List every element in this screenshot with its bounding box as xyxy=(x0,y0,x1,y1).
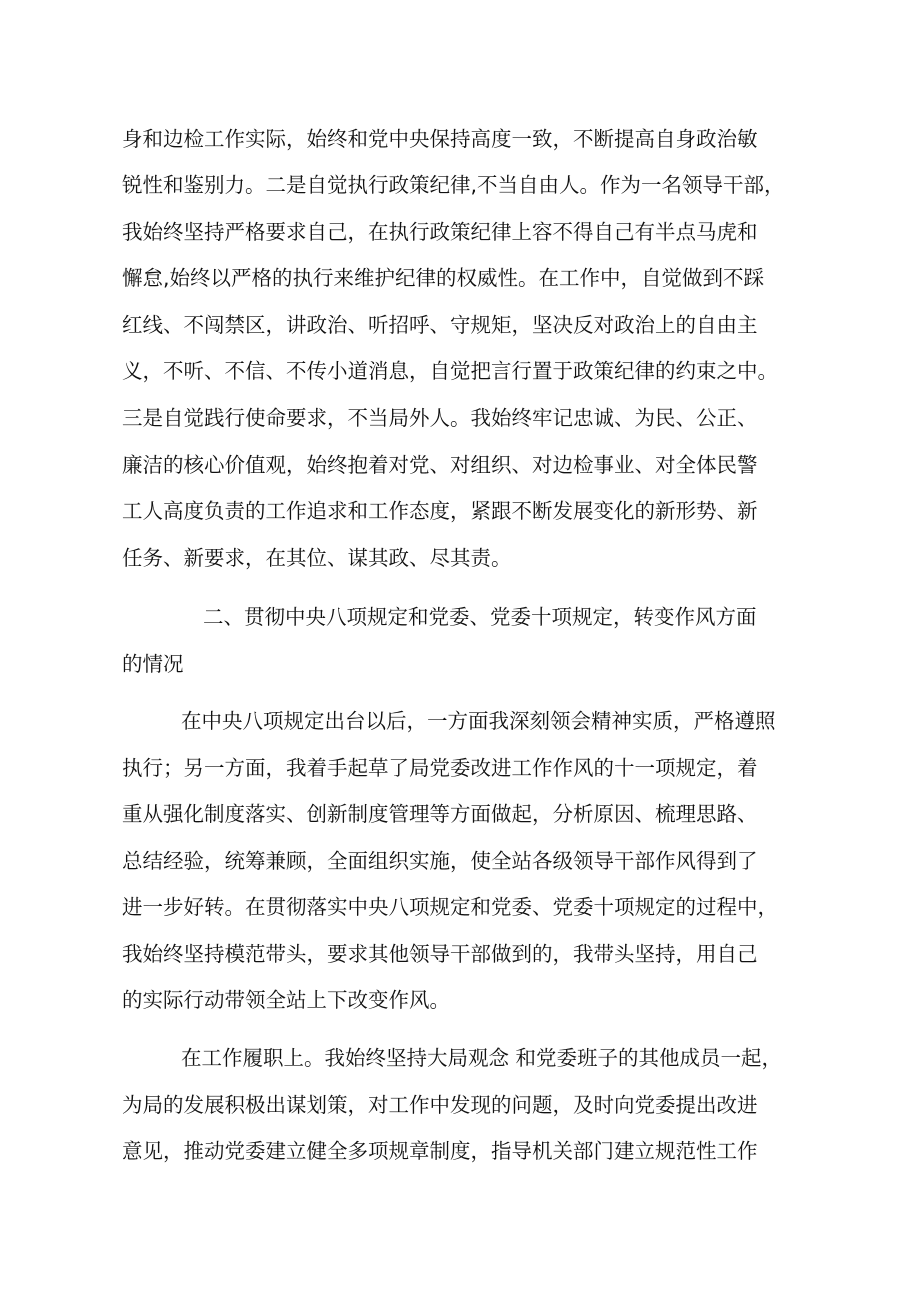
text-line: 红线、不闯禁区，讲政治、听招呼、守规矩，坚决反对政治上的自由主 xyxy=(122,313,758,337)
text-line: 廉洁的核心价值观，始终抱着对党、对组织、对边检事业、对全体民警 xyxy=(122,453,758,477)
text-line: 锐性和鉴别力。二是自觉执行政策纪律,不当自由人。作为一名领导干部， xyxy=(122,173,785,197)
text-line: 我始终坚持模范带头，要求其他领导干部做到的，我带头坚持，用自己 xyxy=(122,942,758,966)
text-line: 任务、新要求，在其位、谋其政、尽其责。 xyxy=(122,546,512,570)
text-line: 身和边检工作实际，始终和党中央保持高度一致，不断提高自身政治敏 xyxy=(122,127,758,151)
section-heading-line: 的情况 xyxy=(122,652,184,676)
text-line: 我始终坚持严格要求自己，在执行政策纪律上容不得自己有半点马虎和 xyxy=(122,220,758,244)
body-text xyxy=(122,0,812,1301)
text-line: 在工作履职上。我始终坚持大局观念 和党委班子的其他成员一起， xyxy=(181,1046,783,1070)
section-heading-line: 二、贯彻中央八项规定和党委、党委十项规定，转变作风方面 xyxy=(203,605,757,629)
text-line: 执行；另一方面，我着手起草了局党委改进工作作风的十一项规定，着 xyxy=(122,756,758,780)
text-line: 重从强化制度落实、创新制度管理等方面做起，分析原因、梳理思路、 xyxy=(122,802,758,826)
text-line: 在中央八项规定出台以后，一方面我深刻领会精神实质，严格遵照 xyxy=(181,709,776,733)
text-line: 的实际行动带领全站上下改变作风。 xyxy=(122,988,450,1012)
text-line: 三是自觉践行使命要求，不当局外人。我始终牢记忠诚、为民、公正、 xyxy=(122,406,758,430)
text-line: 懈怠,始终以严格的执行来维护纪律的权威性。在工作中，自觉做到不踩 xyxy=(122,266,765,290)
text-line: 总结经验，统筹兼顾，全面组织实施，使全站各级领导干部作风得到了 xyxy=(122,849,758,873)
text-line: 为局的发展积极出谋划策，对工作中发现的问题，及时向党委提出改进 xyxy=(122,1093,758,1117)
text-line: 进一步好转。在贯彻落实中央八项规定和党委、党委十项规定的过程中， xyxy=(122,895,778,919)
text-line: 工人高度负责的工作追求和工作态度，紧跟不断发展变化的新形势、新 xyxy=(122,499,758,523)
text-line: 义，不听、不信、不传小道消息，自觉把言行置于政策纪律的约束之中。 xyxy=(122,359,778,383)
text-line: 意见，推动党委建立健全多项规章制度，指导机关部门建立规范性工作 xyxy=(122,1139,758,1163)
